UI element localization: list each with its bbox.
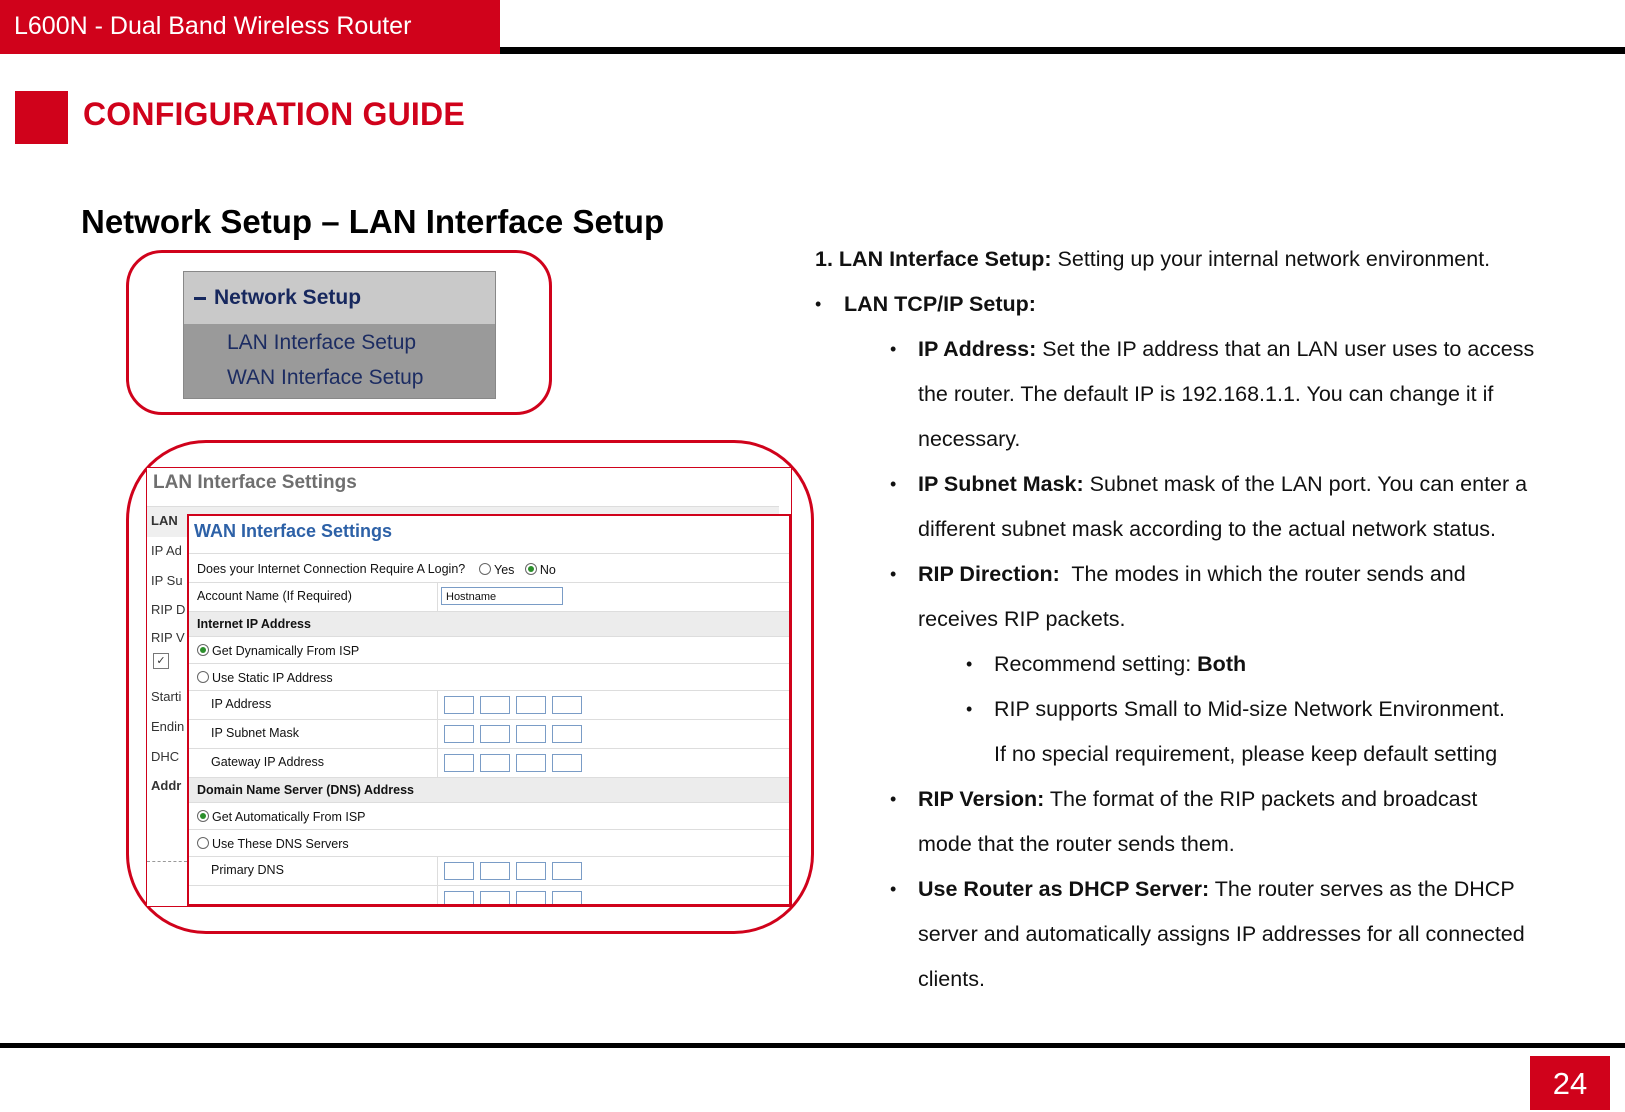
wan-login-row: [189, 553, 789, 583]
item1-line: [815, 247, 1490, 272]
octet-input[interactable]: [444, 754, 474, 772]
menu-item-wan-interface[interactable]: WAN Interface Setup: [227, 366, 424, 389]
rip-direction-line-1: [918, 562, 1466, 587]
subnet-desc-1: Subnet mask of the LAN port. You can enter a: [1083, 472, 1528, 496]
dns-auto-row: [189, 802, 789, 830]
rip-support-line-1: RIP supports Small to Mid-size Network Environment.: [994, 697, 1506, 721]
dns-heading: Domain Name Server (DNS) Address: [197, 783, 414, 797]
primary-dns-octets: [444, 862, 582, 880]
network-setup-menu: [183, 271, 496, 399]
dns-auto-label: Get Automatically From ISP: [212, 810, 366, 824]
header-rule: [500, 47, 1625, 54]
menu-heading-label: Network Setup: [214, 286, 362, 309]
ip-address-desc-1: Set the IP address that an LAN user uses to access: [1036, 337, 1535, 361]
lan-row: IP Ad: [151, 543, 182, 558]
octet-input[interactable]: [516, 862, 546, 880]
login-question: Does your Internet Connection Require A Login?: [197, 562, 466, 576]
octet-input[interactable]: [516, 725, 546, 743]
menu-heading[interactable]: [184, 272, 495, 325]
subnet-mask-label: IP Subnet Mask: [211, 726, 300, 740]
dns-manual-label: Use These DNS Servers: [212, 837, 349, 851]
dns-manual-row: [189, 829, 789, 857]
bullet-icon: •: [966, 699, 973, 719]
dhcp-label: Use Router as DHCP Server:: [918, 877, 1210, 901]
bullet-icon: •: [890, 879, 897, 899]
radio-dns-auto[interactable]: [197, 810, 209, 822]
bullet-icon: •: [890, 564, 897, 584]
dns-manual-option[interactable]: [197, 837, 349, 851]
octet-input[interactable]: [444, 862, 474, 880]
ip-address-line-3: necessary.: [918, 427, 1021, 451]
ip-address-octets: [444, 696, 582, 714]
internet-ip-heading-row: [189, 611, 789, 637]
radio-dns-manual[interactable]: [197, 837, 209, 849]
column-divider: [437, 749, 438, 778]
bullet-icon: •: [890, 789, 897, 809]
column-divider: [437, 691, 438, 720]
footer-rule: [0, 1043, 1625, 1048]
secondary-dns-octets: [444, 891, 582, 906]
lan-row: Starti: [151, 689, 182, 704]
recommend-text: Recommend setting:: [994, 652, 1198, 676]
header-product-tab: [0, 0, 500, 54]
octet-input[interactable]: [444, 696, 474, 714]
radio-no-label: No: [539, 563, 556, 577]
subnet-line-1: [918, 472, 1527, 497]
lan-row: Endin: [151, 719, 185, 734]
wan-interface-panel: [187, 514, 791, 906]
gateway-label: Gateway IP Address: [211, 755, 325, 769]
rip-support-line-2: If no special requirement, please keep default setting: [994, 742, 1498, 766]
bullet-icon: •: [890, 474, 897, 494]
ip-address-label: IP Address: [211, 697, 272, 711]
guide-marker: [15, 91, 68, 144]
octet-input[interactable]: [516, 754, 546, 772]
static-ip-option[interactable]: [197, 671, 333, 685]
item1-text: Setting up your internal network environment.: [1051, 247, 1491, 271]
octet-input[interactable]: [552, 696, 582, 714]
lan-row: RIP D: [151, 602, 186, 617]
rip-version-label: RIP Version:: [918, 787, 1045, 811]
lan-row: RIP V: [151, 630, 185, 645]
octet-input[interactable]: [552, 891, 582, 906]
rip-version-desc-1: The format of the RIP packets and broadcast: [1044, 787, 1478, 811]
secondary-dns-row: [189, 885, 789, 906]
ip-address-row: [189, 690, 789, 720]
menu-item-lan-interface[interactable]: LAN Interface Setup: [227, 331, 417, 354]
dynamic-ip-row: [189, 636, 789, 664]
octet-input[interactable]: [552, 862, 582, 880]
radio-yes-label: Yes: [494, 563, 515, 577]
rip-direction-label: RIP Direction:: [918, 562, 1060, 586]
octet-input[interactable]: [444, 891, 474, 906]
octet-input[interactable]: [480, 725, 510, 743]
account-name-input[interactable]: Hostname: [441, 587, 563, 605]
ip-address-line-2: the router. The default IP is 192.168.1.1. You can change it if: [918, 382, 1494, 406]
internet-ip-heading: Internet IP Address: [197, 617, 311, 631]
radio-no[interactable]: [525, 563, 537, 575]
octet-input[interactable]: [444, 725, 474, 743]
subnet-line-2: different subnet mask according to the actual network status.: [918, 517, 1497, 541]
octet-input[interactable]: [516, 696, 546, 714]
static-ip-label: Use Static IP Address: [212, 671, 333, 685]
octet-input[interactable]: [480, 696, 510, 714]
dynamic-ip-label: Get Dynamically From ISP: [212, 644, 360, 658]
primary-dns-row: [189, 856, 789, 886]
recommend-line: [994, 652, 1246, 677]
octet-input[interactable]: [480, 891, 510, 906]
radio-yes[interactable]: [479, 563, 491, 575]
subnet-desc-label: IP Subnet Mask:: [918, 472, 1084, 496]
column-divider: [437, 720, 438, 749]
gateway-octets: [444, 754, 582, 772]
rip-version-line-1: [918, 787, 1477, 812]
dhcp-line-1: [918, 877, 1515, 902]
lan-row: IP Su: [151, 573, 183, 588]
dns-auto-option[interactable]: [197, 810, 366, 824]
octet-input[interactable]: [480, 754, 510, 772]
octet-input[interactable]: [552, 725, 582, 743]
guide-title: CONFIGURATION GUIDE: [83, 96, 465, 132]
radio-static-ip[interactable]: [197, 671, 209, 683]
account-label: Account Name (If Required): [197, 589, 352, 603]
subnet-mask-row: [189, 719, 789, 749]
gateway-row: [189, 748, 789, 778]
wan-account-row: [189, 582, 789, 612]
lan-row: DHC: [151, 749, 180, 764]
dhcp-line-2: server and automatically assigns IP addresses for all connected: [918, 922, 1525, 946]
product-name: L600N - Dual Band Wireless Router: [14, 12, 412, 40]
recommend-value: Both: [1197, 652, 1247, 676]
column-divider: [437, 886, 438, 906]
login-radio-group: [479, 563, 556, 577]
item1-label: 1. LAN Interface Setup:: [815, 247, 1052, 271]
lan-divider: [147, 861, 187, 862]
collapse-icon: [194, 297, 206, 300]
rip-version-line-2: mode that the router sends them.: [918, 832, 1235, 856]
lan-row: Addr: [151, 778, 182, 793]
subnet-mask-octets: [444, 725, 582, 743]
bullet-icon: •: [815, 294, 822, 314]
radio-dynamic-ip[interactable]: [197, 644, 209, 656]
ip-address-desc-label: IP Address:: [918, 337, 1037, 361]
rip-direction-line-2: receives RIP packets.: [918, 607, 1126, 631]
lan-tcp-line: [844, 292, 1036, 317]
bullet-icon: •: [890, 339, 897, 359]
bullet-icon: •: [966, 654, 973, 674]
page-number: 24: [1530, 1056, 1610, 1110]
column-divider: [437, 583, 438, 612]
lan-tcp-label: LAN TCP/IP Setup:: [844, 292, 1036, 316]
lan-panel-title: LAN Interface Settings: [153, 472, 357, 493]
lan-dhcp-checkbox[interactable]: ✓: [153, 653, 169, 669]
ip-address-line-1: [918, 337, 1534, 362]
octet-input[interactable]: [516, 891, 546, 906]
dhcp-desc-1: The router serves as the DHCP: [1209, 877, 1515, 901]
octet-input[interactable]: [480, 862, 510, 880]
dhcp-line-3: clients.: [918, 967, 985, 991]
static-ip-row: [189, 663, 789, 691]
primary-dns-label: Primary DNS: [211, 863, 284, 877]
wan-panel-title: WAN Interface Settings: [194, 521, 393, 541]
rip-direction-desc-1: The modes in which the router sends and: [1059, 562, 1466, 586]
column-divider: [437, 857, 438, 886]
lan-row: LAN: [151, 513, 178, 528]
dns-heading-row: [189, 777, 789, 803]
dynamic-ip-option[interactable]: [197, 644, 359, 658]
octet-input[interactable]: [552, 754, 582, 772]
section-title: Network Setup – LAN Interface Setup: [81, 203, 665, 240]
